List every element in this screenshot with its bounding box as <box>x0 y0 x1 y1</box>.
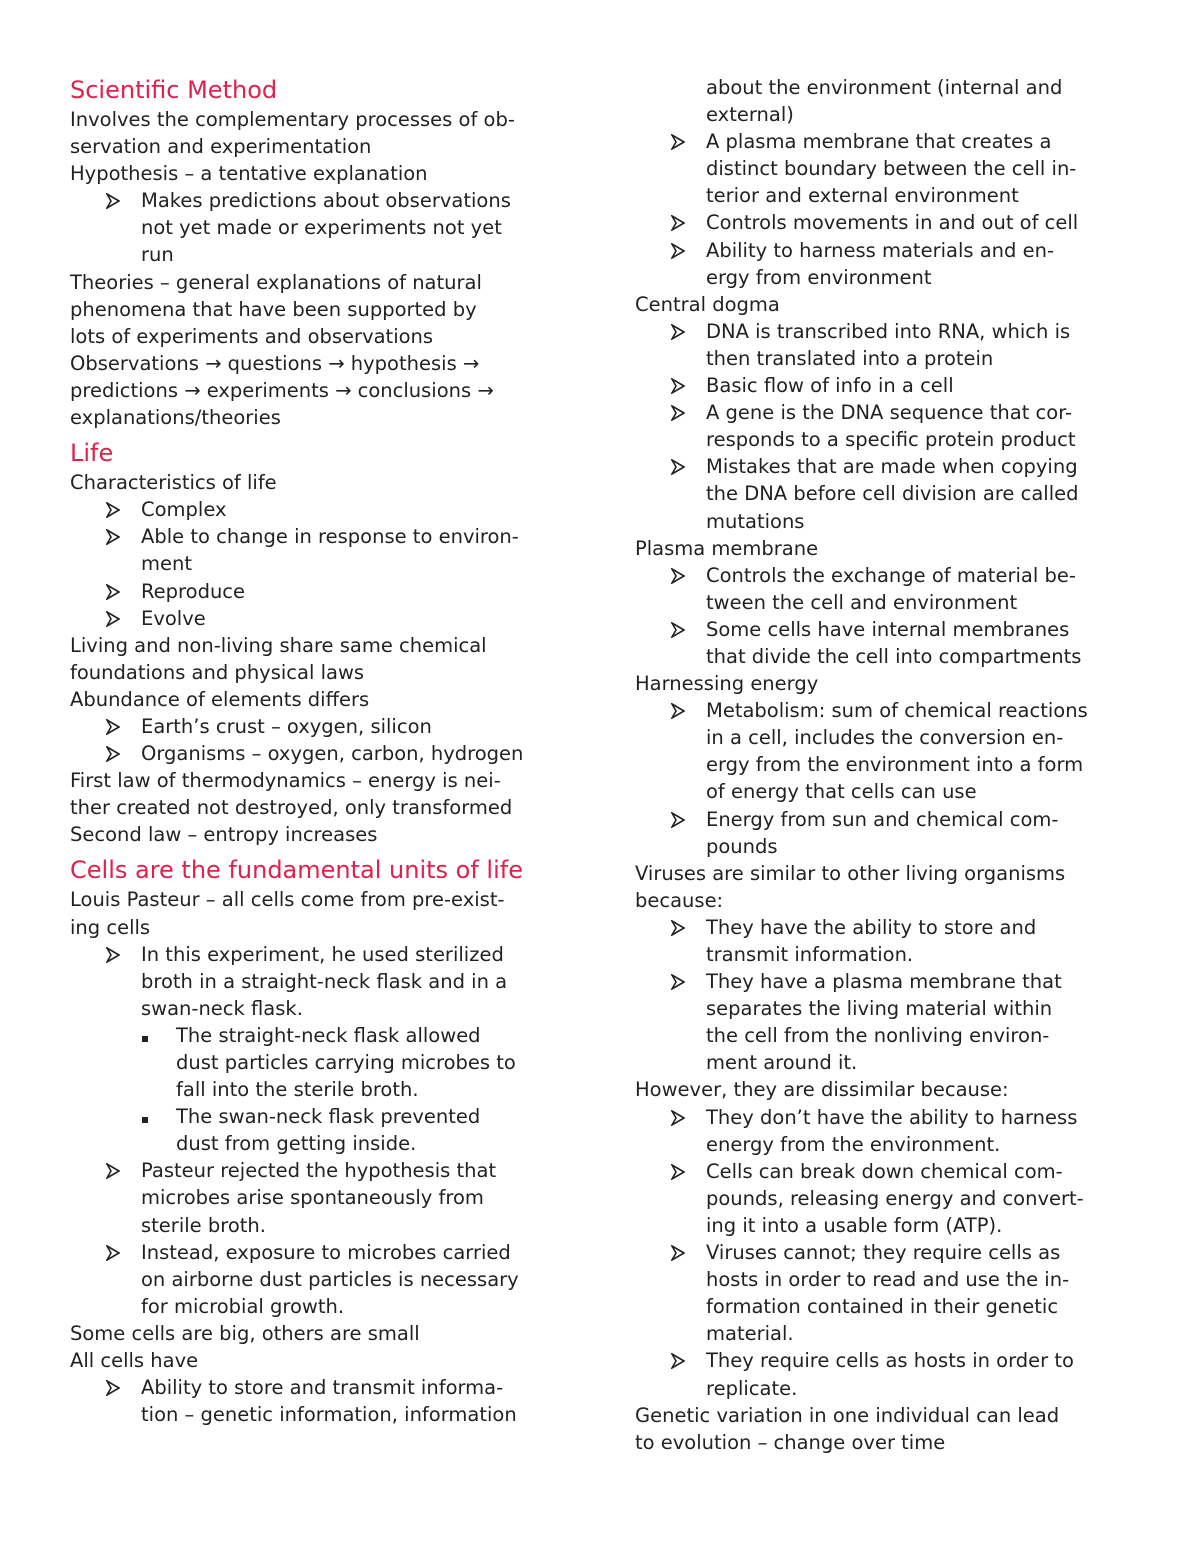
body-line: Plasma membrane <box>635 536 819 560</box>
arrowhead-bullet-icon <box>671 562 685 591</box>
bullet-continuation: tion – genetic information, information <box>141 1403 517 1427</box>
bullet-continuation: responds to a specific protein product <box>706 428 1076 452</box>
arrowhead-bullet-icon <box>671 616 685 645</box>
body-line: Characteristics of life <box>70 471 277 495</box>
arrowhead-bullet-icon <box>671 237 685 266</box>
bullet-item: Mistakes that are made when copying <box>635 453 1140 480</box>
bullet-continuation: hosts in order to read and use the in- <box>706 1268 1070 1292</box>
arrowhead-bullet-icon <box>106 523 120 552</box>
bullet-item: Pasteur rejected the hypothesis that <box>70 1157 570 1184</box>
body-line: to evolution – change over time <box>635 1430 946 1454</box>
square-bullet-icon <box>142 1103 148 1130</box>
bullet-continuation: run <box>141 243 174 267</box>
body-line: Observations → questions → hypothesis → <box>70 351 480 375</box>
arrowhead-bullet-icon <box>671 372 685 401</box>
bullet-item: Earth’s crust – oxygen, silicon <box>70 713 570 740</box>
bullet-continuation: of energy that cells can use <box>706 780 977 804</box>
sub-bullet-continuation: dust particles carrying microbes to <box>176 1051 516 1074</box>
bullet-continuation: ment <box>141 552 192 576</box>
bullet-continuation: tween the cell and environment <box>706 590 1018 614</box>
body-line: explanations/theories <box>70 406 281 430</box>
arrowhead-bullet-icon <box>106 1239 120 1268</box>
bullet-continuation: ment around it. <box>706 1051 858 1075</box>
arrowhead-bullet-icon <box>671 914 685 943</box>
bullet-item: Controls the exchange of material be- <box>635 562 1140 589</box>
body-line: because: <box>635 888 724 912</box>
arrowhead-bullet-icon <box>671 399 685 428</box>
arrowhead-bullet-icon <box>106 1157 120 1186</box>
bullet-continuation: terior and external environment <box>706 184 1019 208</box>
body-line: However, they are dissimilar because: <box>635 1078 1009 1102</box>
bullet-item: Basic flow of info in a cell <box>635 372 1140 399</box>
sub-bullet-item: The straight-neck flask allowed <box>70 1022 570 1049</box>
arrowhead-bullet-icon <box>671 453 685 482</box>
sub-bullet-item: The swan-neck flask prevented <box>70 1103 570 1130</box>
bullet-item: Evolve <box>70 605 570 632</box>
bullet-item: DNA is transcribed into RNA, which is <box>635 318 1140 345</box>
right-column <box>635 74 1140 1456</box>
bullet-continuation: then translated into a protein <box>706 346 994 370</box>
arrowhead-bullet-icon <box>671 1158 685 1187</box>
bullet-continuation: on airborne dust particles is necessary <box>141 1267 519 1291</box>
bullet-continuation: transmit information. <box>706 943 914 966</box>
sub-bullet-continuation: fall into the sterile broth. <box>176 1078 419 1102</box>
body-line: foundations and physical laws <box>70 660 365 684</box>
section-heading: Scientific Method <box>70 76 278 104</box>
bullet-item: They have the ability to store and <box>635 914 1140 941</box>
bullet-item: Complex <box>70 496 570 523</box>
bullet-item: Organisms – oxygen, carbon, hydrogen <box>70 740 570 767</box>
bullet-item: Viruses cannot; they require cells as <box>635 1239 1140 1266</box>
bullet-continuation: material. <box>706 1322 794 1346</box>
arrowhead-bullet-icon <box>671 806 685 835</box>
bullet-continuation: swan-neck flask. <box>141 996 303 1020</box>
body-line: ther created not destroyed, only transformed <box>70 796 513 820</box>
bullet-item: They don’t have the ability to harness <box>635 1104 1140 1131</box>
bullet-continuation: sterile broth. <box>141 1213 266 1237</box>
body-line: Hypothesis – a tentative explanation <box>70 162 428 186</box>
body-line: Central dogma <box>635 292 780 316</box>
body-line: Genetic variation in one individual can lead <box>635 1403 1060 1427</box>
arrowhead-bullet-icon <box>106 713 120 742</box>
bullet-item: Able to change in response to environ- <box>70 523 570 550</box>
bullet-item: Controls movements in and out of cell <box>635 209 1140 236</box>
arrowhead-bullet-icon <box>671 968 685 997</box>
bullet-continuation: ergy from environment <box>706 265 932 289</box>
body-line: All cells have <box>70 1349 199 1373</box>
arrowhead-bullet-icon <box>106 740 120 769</box>
body-line: phenomena that have been supported by <box>70 297 477 321</box>
bullet-continuation: ergy from the environment into a form <box>706 753 1084 777</box>
bullet-continuation: microbes arise spontaneously from <box>141 1186 484 1210</box>
body-line: Harnessing energy <box>635 672 819 696</box>
body-line: Involves the complementary processes of ob- <box>70 108 515 131</box>
arrowhead-bullet-icon <box>106 578 120 607</box>
bullet-continuation: ing it into a usable form (ATP). <box>706 1213 1003 1237</box>
bullet-continuation: that divide the cell into compartments <box>706 644 1082 668</box>
bullet-continuation: broth in a straight-neck flask and in a <box>141 969 508 993</box>
arrowhead-bullet-icon <box>671 1347 685 1376</box>
bullet-continuation: in a cell, includes the conversion en- <box>706 726 1064 750</box>
bullet-continuation: for microbial growth. <box>141 1294 345 1318</box>
bullet-continuation: mutations <box>706 509 805 533</box>
bullet-continuation: the DNA before cell division are called <box>706 482 1079 506</box>
bullet-item: Ability to store and transmit informa- <box>70 1374 570 1401</box>
arrowhead-bullet-icon <box>671 318 685 347</box>
square-bullet-icon <box>142 1022 148 1049</box>
bullet-continuation: formation contained in their genetic <box>706 1295 1059 1319</box>
arrowhead-bullet-icon <box>671 209 685 238</box>
bullet-item: Some cells have internal membranes <box>635 616 1140 643</box>
left-column <box>70 74 570 1428</box>
bullet-item: In this experiment, he used sterilized <box>70 941 570 968</box>
body-line: ing cells <box>70 915 151 939</box>
bullet-continuation: separates the living material within <box>706 997 1053 1021</box>
arrowhead-bullet-icon <box>671 697 685 726</box>
arrowhead-bullet-icon <box>106 496 120 525</box>
body-line: Abundance of elements differs <box>70 687 370 711</box>
body-line: Living and non-living share same chemical <box>70 633 487 657</box>
body-line: Some cells are big, others are small <box>70 1321 420 1345</box>
bullet-item: Makes predictions about observations <box>70 187 570 214</box>
section-heading: Cells are the fundamental units of life <box>70 856 523 885</box>
body-line: Louis Pasteur – all cells come from pre-exist- <box>70 888 505 912</box>
arrowhead-bullet-icon <box>671 128 685 157</box>
bullet-item: A gene is the DNA sequence that cor- <box>635 399 1140 426</box>
bullet-item: Metabolism: sum of chemical reactions <box>635 697 1140 724</box>
section-heading: Life <box>70 439 114 468</box>
bullet-continuation: not yet made or experiments not yet <box>141 216 502 240</box>
bullet-item: They have a plasma membrane that <box>635 968 1140 995</box>
bullet-continuation: energy from the environment. <box>706 1132 1001 1156</box>
bullet-continuation: replicate. <box>706 1376 798 1400</box>
bullet-continuation: distinct boundary between the cell in- <box>706 157 1077 181</box>
bullet-item: Reproduce <box>70 578 570 605</box>
arrowhead-bullet-icon <box>671 1104 685 1133</box>
arrowhead-bullet-icon <box>106 187 120 216</box>
bullet-continuation: external) <box>706 103 794 127</box>
arrowhead-bullet-icon <box>671 1239 685 1268</box>
bullet-continuation: pounds <box>706 834 778 858</box>
body-line: First law of thermodynamics – energy is nei- <box>70 769 501 793</box>
bullet-item: They require cells as hosts in order to <box>635 1347 1140 1374</box>
body-line: lots of experiments and observations <box>70 324 434 348</box>
arrowhead-bullet-icon <box>106 1374 120 1403</box>
body-line: predictions → experiments → conclusions → <box>70 378 494 402</box>
sub-bullet-continuation: dust from getting inside. <box>176 1132 417 1156</box>
bullet-item: A plasma membrane that creates a <box>635 128 1140 155</box>
bullet-item: Energy from sun and chemical com- <box>635 806 1140 833</box>
arrowhead-bullet-icon <box>106 605 120 634</box>
bullet-item: Ability to harness materials and en- <box>635 237 1140 264</box>
arrowhead-bullet-icon <box>106 941 120 970</box>
bullet-continuation: the cell from the nonliving environ- <box>706 1024 1050 1048</box>
body-line: servation and experimentation <box>70 135 372 159</box>
body-line: Theories – general explanations of natural <box>70 270 482 294</box>
body-line: Second law – entropy increases <box>70 823 378 847</box>
bullet-item: Cells can break down chemical com- <box>635 1158 1140 1185</box>
bullet-continuation: about the environment (internal and <box>706 76 1063 99</box>
bullet-continuation: pounds, releasing energy and convert- <box>706 1186 1084 1210</box>
bullet-item: Instead, exposure to microbes carried <box>70 1239 570 1266</box>
body-line: Viruses are similar to other living organisms <box>635 861 1066 885</box>
